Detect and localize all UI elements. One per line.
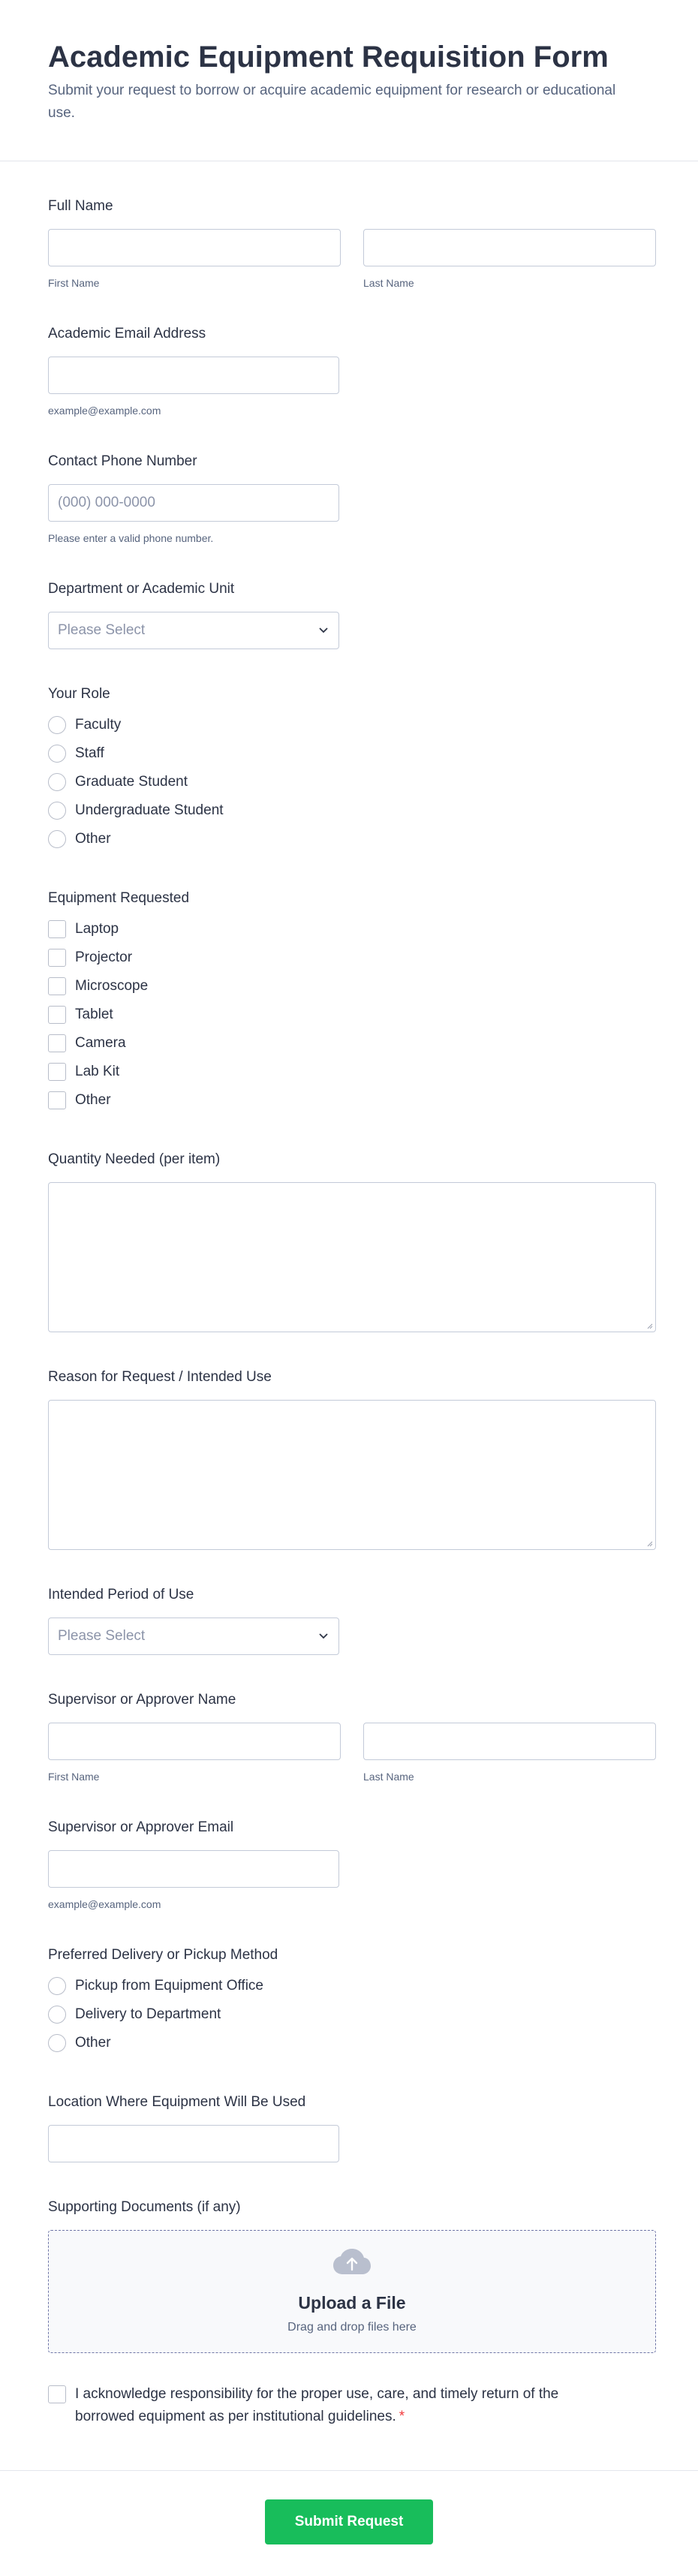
email-label: Academic Email Address xyxy=(48,326,206,342)
equipment-option-label: Laptop xyxy=(75,921,119,937)
role-option[interactable] xyxy=(48,768,650,796)
role-option[interactable] xyxy=(48,711,650,739)
acknowledgment-label xyxy=(75,2383,588,2428)
documents-field xyxy=(48,2198,650,2353)
last-name-input[interactable] xyxy=(363,229,656,266)
equipment-option[interactable] xyxy=(48,1058,650,1086)
first-name-input[interactable] xyxy=(48,229,341,266)
reason-field xyxy=(48,1368,650,1550)
equipment-field xyxy=(48,889,650,1115)
department-placeholder: Please Select xyxy=(58,622,146,638)
quantity-field xyxy=(48,1151,650,1332)
supervisor-last-name-input[interactable] xyxy=(363,1723,656,1760)
full-name-field xyxy=(48,197,650,289)
radio-button[interactable] xyxy=(48,802,66,820)
location-label: Location Where Equipment Will Be Used xyxy=(48,2094,306,2110)
checkbox[interactable] xyxy=(48,1063,66,1081)
upload-title: Upload a File xyxy=(298,2293,406,2313)
chevron-down-icon xyxy=(317,1630,329,1642)
radio-button[interactable] xyxy=(48,773,66,791)
supervisor-last-name-sublabel: Last Name xyxy=(363,1771,414,1783)
supervisor-email-label: Supervisor or Approver Email xyxy=(48,1819,234,1835)
equipment-label: Equipment Requested xyxy=(48,890,190,906)
equipment-option[interactable] xyxy=(48,1001,650,1029)
form-footer xyxy=(0,2470,698,2544)
period-label: Intended Period of Use xyxy=(48,1587,194,1602)
delivery-label: Preferred Delivery or Pickup Method xyxy=(48,1947,278,1963)
role-option-label: Graduate Student xyxy=(75,774,188,790)
chevron-down-icon xyxy=(317,624,329,636)
form-header xyxy=(0,0,698,161)
documents-label: Supporting Documents (if any) xyxy=(48,2199,241,2215)
delivery-option[interactable] xyxy=(48,2000,650,2029)
role-option-label: Staff xyxy=(75,745,104,761)
radio-button[interactable] xyxy=(48,716,66,734)
email-field xyxy=(48,325,650,417)
phone-input[interactable]: (000) 000-0000 xyxy=(48,484,339,522)
quantity-label: Quantity Needed (per item) xyxy=(48,1151,221,1167)
equipment-option-label: Microscope xyxy=(75,978,149,994)
radio-button[interactable] xyxy=(48,2006,66,2024)
role-option[interactable] xyxy=(48,825,650,853)
supervisor-email-hint: example@example.com xyxy=(48,1898,161,1910)
equipment-option-label: Camera xyxy=(75,1035,126,1051)
acknowledgment-text: I acknowledge responsibility for the proper use, care, and timely return of the borrowed equipment as per institutional guidelines. xyxy=(75,2386,559,2424)
resize-handle-icon[interactable] xyxy=(645,1322,653,1329)
submit-button[interactable]: Submit Request xyxy=(265,2499,433,2544)
first-name-sublabel: First Name xyxy=(48,277,100,289)
email-hint: example@example.com xyxy=(48,405,161,417)
cloud-upload-icon xyxy=(332,2249,372,2280)
reason-label: Reason for Request / Intended Use xyxy=(48,1369,272,1385)
resize-handle-icon[interactable] xyxy=(645,1539,653,1547)
phone-field xyxy=(48,453,650,544)
role-option-label: Other xyxy=(75,831,111,847)
quantity-textarea[interactable] xyxy=(48,1182,656,1332)
radio-button[interactable] xyxy=(48,745,66,763)
period-placeholder: Please Select xyxy=(58,1628,146,1644)
location-input[interactable] xyxy=(48,2125,339,2162)
equipment-option-label: Other xyxy=(75,1092,111,1108)
equipment-option[interactable] xyxy=(48,915,650,943)
period-select[interactable] xyxy=(48,1618,339,1655)
file-upload-dropzone[interactable] xyxy=(48,2230,656,2353)
email-input[interactable] xyxy=(48,357,339,394)
department-field xyxy=(48,580,650,649)
radio-button[interactable] xyxy=(48,830,66,848)
full-name-label: Full Name xyxy=(48,198,113,214)
reason-textarea[interactable] xyxy=(48,1400,656,1550)
supervisor-email-input[interactable] xyxy=(48,1850,339,1888)
form-body xyxy=(0,161,698,2428)
checkbox[interactable] xyxy=(48,1006,66,1024)
acknowledgment-field[interactable] xyxy=(48,2383,588,2428)
supervisor-first-name-sublabel: First Name xyxy=(48,1771,100,1783)
delivery-option-label: Pickup from Equipment Office xyxy=(75,1978,263,1994)
form-subtitle: Submit your request to borrow or acquire academic equipment for research or educational use. xyxy=(48,83,616,121)
supervisor-first-name-input[interactable] xyxy=(48,1723,341,1760)
equipment-option-label: Projector xyxy=(75,949,133,965)
checkbox[interactable] xyxy=(48,1034,66,1052)
checkbox[interactable] xyxy=(48,949,66,967)
delivery-option[interactable] xyxy=(48,1972,650,2000)
phone-label: Contact Phone Number xyxy=(48,453,197,469)
radio-button[interactable] xyxy=(48,1977,66,1995)
required-mark: * xyxy=(399,2409,405,2424)
equipment-option[interactable] xyxy=(48,943,650,972)
role-option-label: Faculty xyxy=(75,717,122,733)
location-field xyxy=(48,2093,650,2162)
checkbox[interactable] xyxy=(48,977,66,995)
role-label: Your Role xyxy=(48,686,110,702)
role-field xyxy=(48,685,650,853)
equipment-option-label: Lab Kit xyxy=(75,1064,120,1079)
last-name-sublabel: Last Name xyxy=(363,277,414,289)
department-select[interactable] xyxy=(48,612,339,649)
phone-hint: Please enter a valid phone number. xyxy=(48,532,214,544)
checkbox[interactable] xyxy=(48,1091,66,1109)
supervisor-name-label: Supervisor or Approver Name xyxy=(48,1692,236,1708)
role-option-label: Undergraduate Student xyxy=(75,802,224,818)
supervisor-email-field xyxy=(48,1819,650,1910)
delivery-option[interactable] xyxy=(48,2029,650,2057)
department-label: Department or Academic Unit xyxy=(48,581,235,597)
role-option[interactable] xyxy=(48,796,650,825)
delivery-option-label: Other xyxy=(75,2035,111,2051)
equipment-option[interactable] xyxy=(48,972,650,1001)
upload-hint: Drag and drop files here xyxy=(287,2321,417,2334)
checkbox[interactable] xyxy=(48,920,66,938)
role-option[interactable] xyxy=(48,739,650,768)
form-title: Academic Equipment Requisition Form xyxy=(48,41,609,74)
delivery-option-label: Delivery to Department xyxy=(75,2006,221,2022)
supervisor-name-field xyxy=(48,1691,650,1783)
delivery-field xyxy=(48,1946,650,2057)
equipment-option[interactable] xyxy=(48,1086,650,1115)
period-field xyxy=(48,1586,650,1655)
radio-button[interactable] xyxy=(48,2034,66,2052)
equipment-option-label: Tablet xyxy=(75,1007,113,1022)
equipment-option[interactable] xyxy=(48,1029,650,1058)
acknowledgment-checkbox[interactable] xyxy=(48,2385,66,2403)
